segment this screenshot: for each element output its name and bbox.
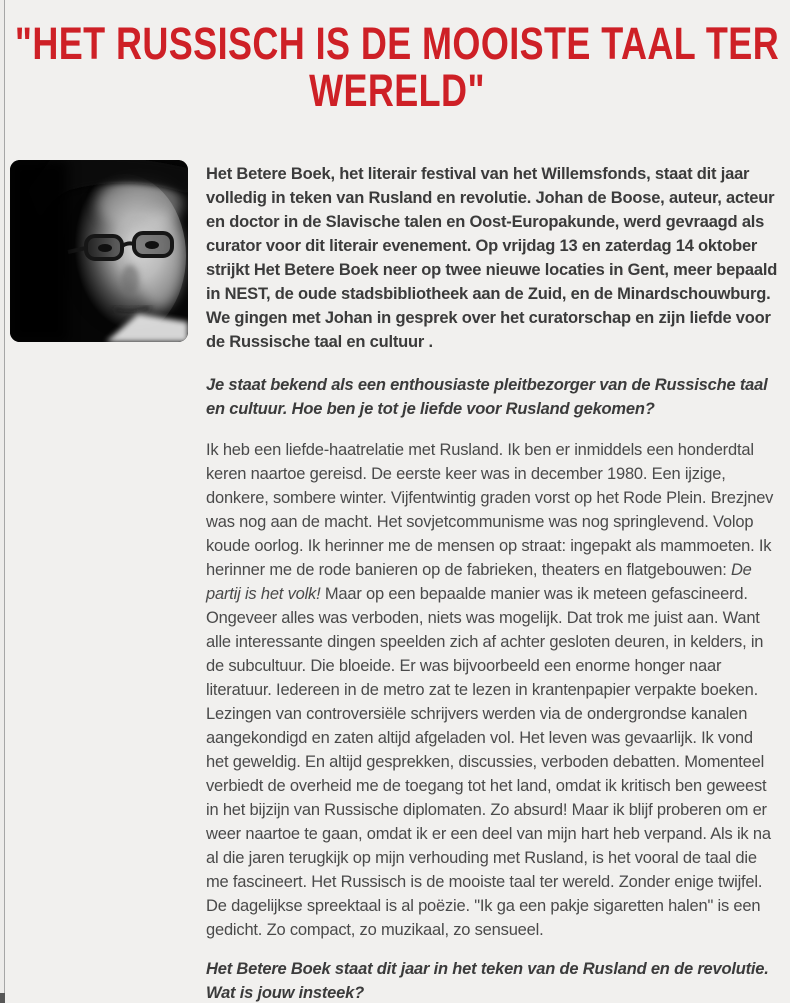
intro-paragraph: Het Betere Boek, het literair festival van het Willemsfonds, staat dit jaar volledig in teken van Rusland en revolutie. Johan de Boose, auteur, acteur en doctor in de Slavische talen en Oost-Europakunde, werd gevraagd als curator voor dit literair evenement. Op vrijdag 13 en zaterdag 14 oktober strijkt Het Betere Boek neer op twee nieuwe locaties in Gent, meer bepaald in NEST, de oude stadsbibliotheek aan de Zuid, en de Minardschouwburg. We gingen met Johan in gesprek over het curatorschap en zijn liefde voor de Russische taal en cultuur .: [206, 165, 778, 351]
portrait-photo: [10, 160, 188, 342]
interview-question-2: Het Betere Boek staat dit jaar in het teken van de Rusland en de revolutie. Wat is jouw insteek?: [206, 960, 769, 1002]
answer-text-part1: Ik heb een liefde-haatrelatie met Rusland. Ik ben er inmiddels een honderdtal keren naartoe gereisd. De eerste keer was in december 1980. Een ijzige, donkere, sombere winter. Vijfentwintig graden vorst op het Rode Plein. Brezjnev was nog aan de macht. Het sovjetcommunisme was nog springlevend. Volop koude oorlog. Ik herinner me de mensen op straat: ingepakt als mammoeten. Ik herinner me de rode banieren op de fabrieken, theaters en flatgebouwen:: [206, 441, 774, 579]
answer-text-italic-slogan: De partij is het volk!: [206, 561, 752, 603]
article-body: [10, 160, 778, 1003]
answer-text-part2: Maar op een bepaalde manier was ik meteen gefascineerd. Ongeveer alles was verboden, niets was mogelijk. Dat trok me juist aan. Want alle interessante dingen speelden zich af achter gesloten deuren, in kelders, in de subcultuur. Die bloeide. Er was bijvoorbeeld een enorme honger naar literatuur. Iedereen in de metro zat te lezen in krantenpapier verpakte boeken. Lezingen van controversiële schrijvers werden via de ondergrondse kanalen aangekondigd en zaten altijd afgeladen vol. Het leven was gevaarlijk. Ik vond het geweldig. En altijd gesprekken, discussies, verboden debatten. Momenteel verbiedt de overheid me de toegang tot het land, omdat ik kritisch ben geweest in het bijzijn van Russische diplomaten. Zo absurd! Maar ik blijf proberen om er weer naartoe te gaan, omdat ik er een deel van mijn hart heb verpand. Als ik na al die jaren terugkijk op mijn verhouding met Rusland, is het vooral de taal die me fascineert. Het Russisch is de mooiste taal ter wereld. Zonder enige twijfel. De dagelijkse spreektaal is al poëzie. "Ik ga een pakje sigaretten halen" is een gedicht. Zo compact, zo muzikaal, zo sensueel.: [206, 585, 771, 939]
article-page: [5, 0, 790, 1003]
interview-question-1: Je staat bekend als een enthousiaste pleitbezorger van de Russische taal en cultuur. Hoe ben je tot je liefde voor Rusland gekomen?: [206, 376, 768, 418]
article-text-column: [206, 160, 778, 1003]
page-title: "HET RUSSISCH IS DE MOOISTE TAAL TER WERELD": [14, 18, 780, 116]
answer-paragraph-1: [206, 438, 778, 942]
portrait-photo-graphic: [10, 160, 188, 342]
